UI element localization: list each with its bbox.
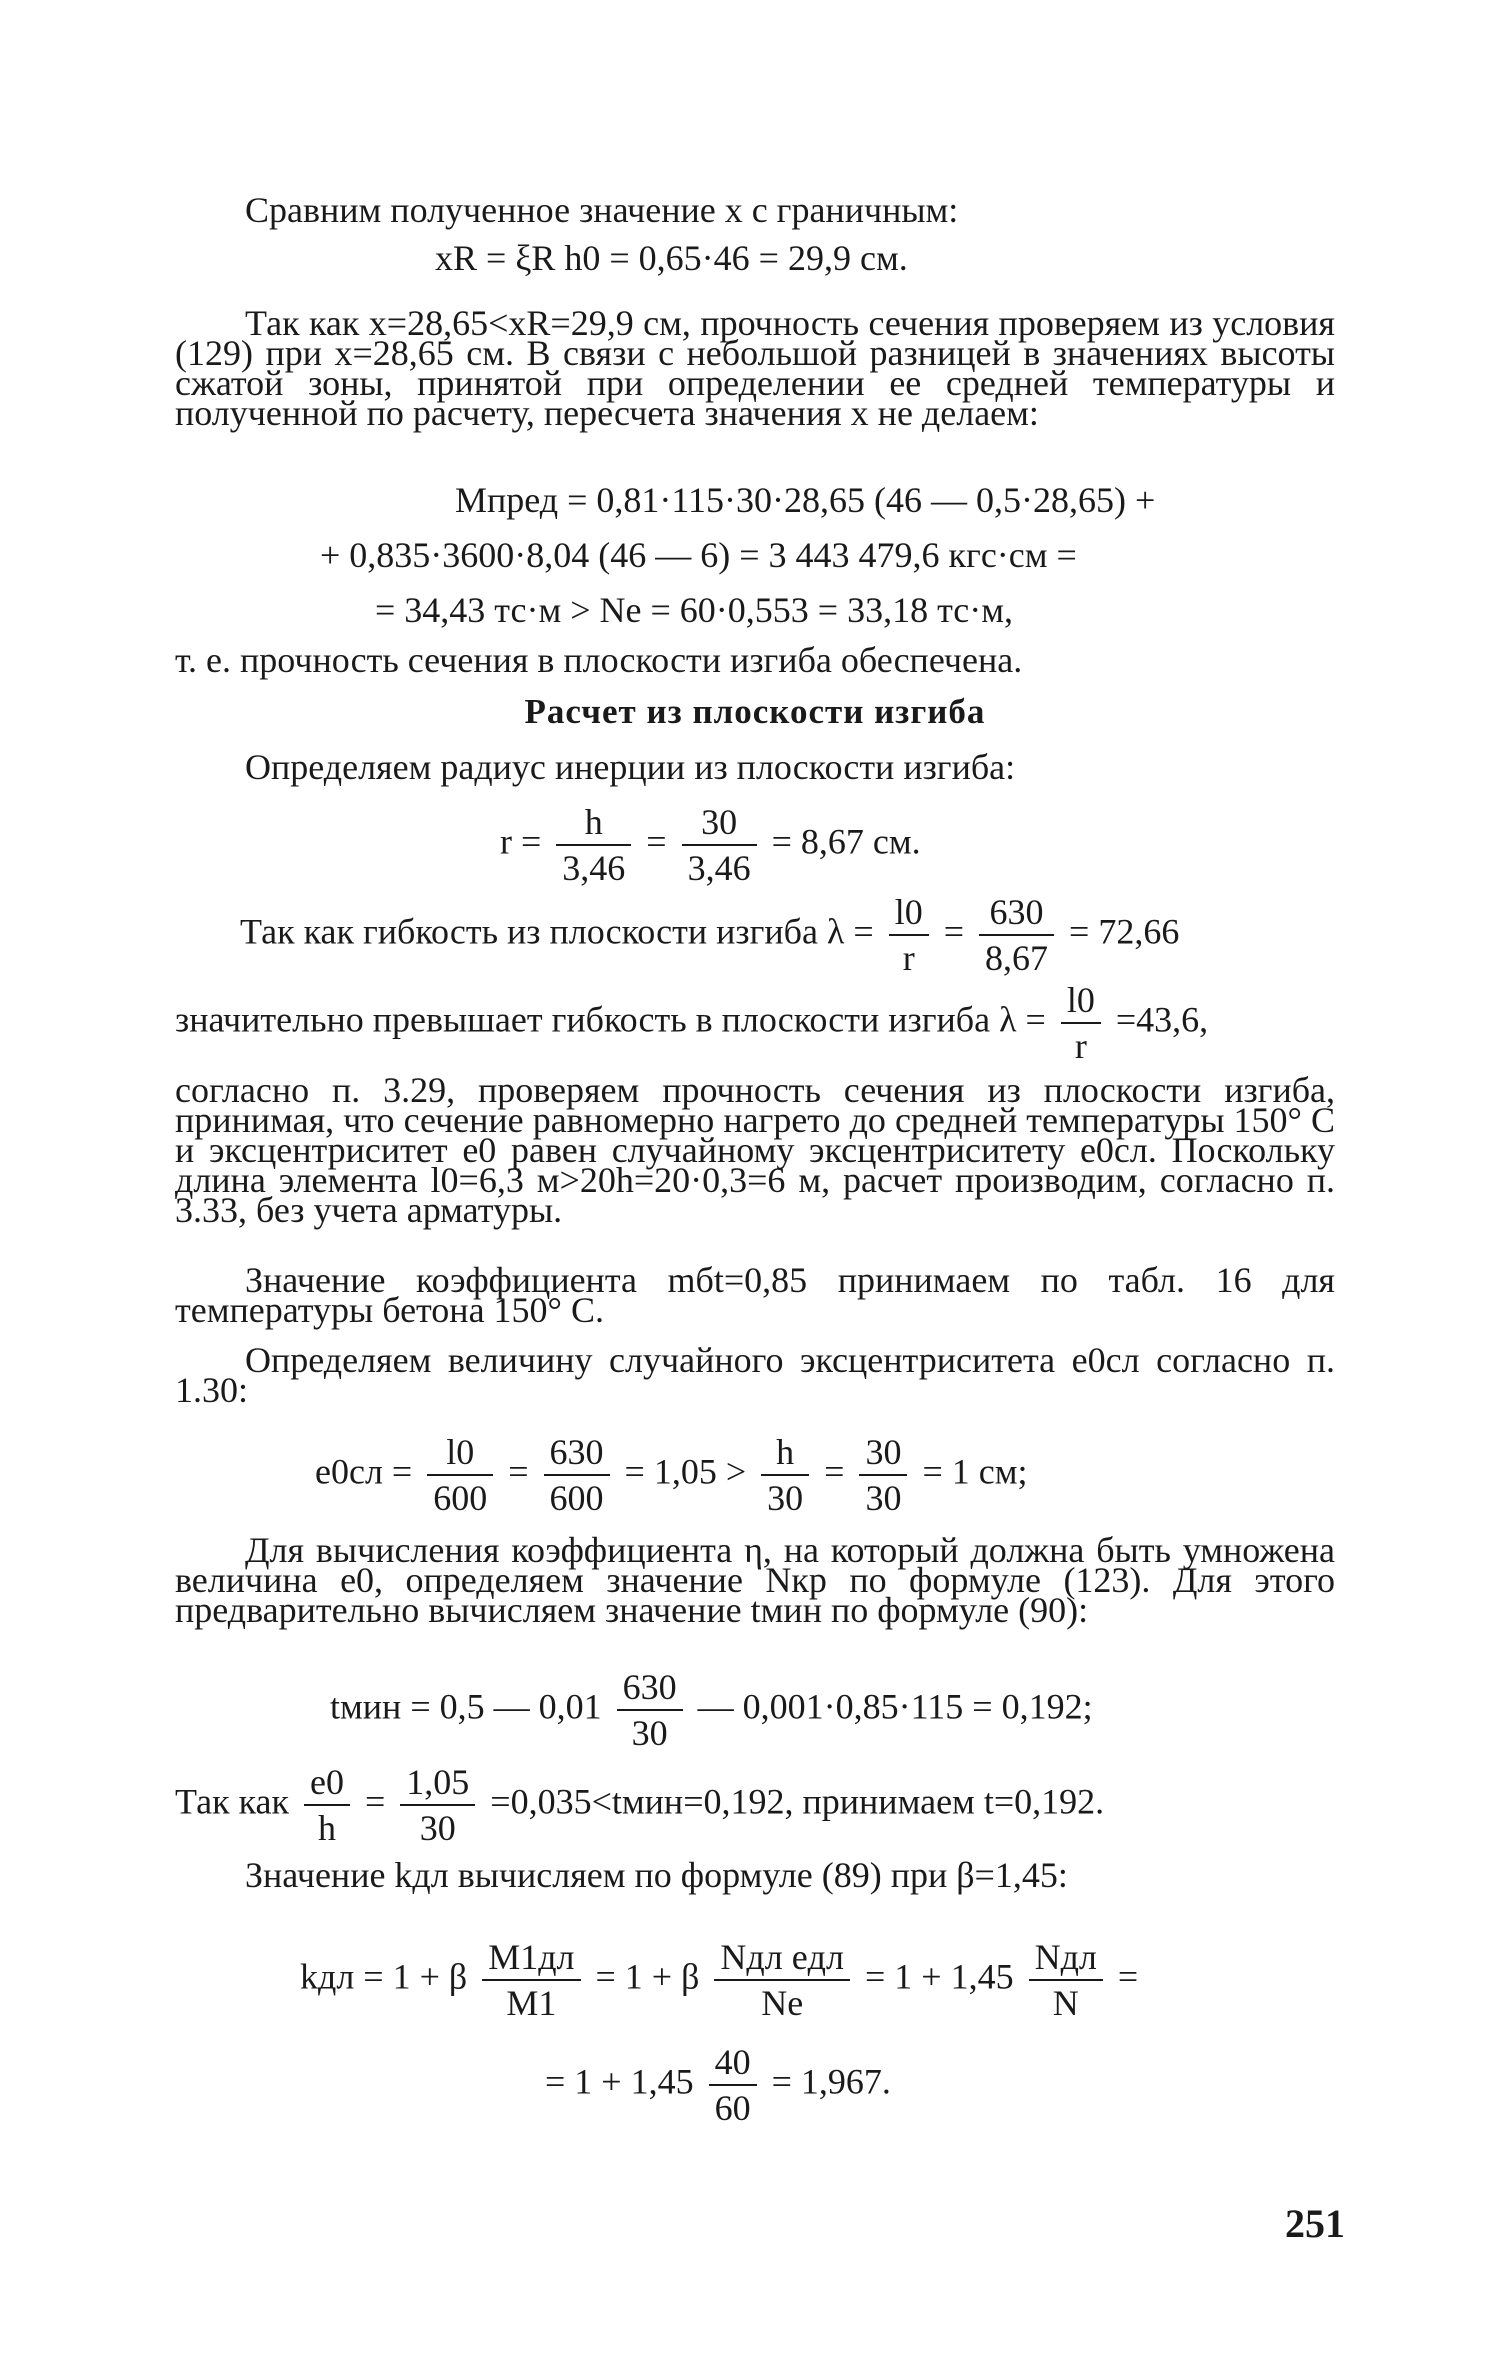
paragraph-kdl: Значение kдл вычисляем по формуле (89) при β=1,45: [245, 1855, 1068, 1895]
section-heading: Расчет из плоскости изгиба [524, 692, 986, 731]
fraction: $\frac{630}{30}$ [617, 1665, 683, 1755]
fraction: $\frac{\text{Nдл}}{N}$ [1029, 1935, 1103, 2025]
fraction: $\frac{l0}{600}$ [427, 1430, 493, 1520]
paragraph-check-out-of-plane: согласно п. 3.29, проверяем прочность сечения из плоскости изгиба, принимая, что сечение равномерно нагрето до средней температуры 150° С и эксцентриситет e0 равен случайному эксцентриситету e0сл. Поскольку длина элемента l0=6,3 м>20h=20·0,3=6 м, расчет производим, согласно п. 3.33, без учета арматуры. [175, 1070, 1335, 1230]
equation-radius: r = $\frac{h}{3,46}$ = $\frac{30}{3,46}$ = 8,67 см. [500, 802, 921, 888]
equation-xr: xR = ξR h0 = 0,65·46 = 29,9 см. [435, 238, 908, 278]
paragraph-eta: Для вычисления коэффициента η, на который должна быть умножена величина e0, определяем значение Nкр по формуле (123). Для этого предварительно вычисляем значение tмин по формуле (90): [175, 1530, 1335, 1630]
equation-kdl-2: = 1 + 1,45 $\frac{40}{60}$ = 1,967. [545, 2042, 891, 2128]
fraction: $\frac{30}{30}$ [859, 1430, 907, 1520]
equation-eccentricity: e0сл = $\frac{l0}{600}$ = $\frac{630}{600}$ = 1,05 > $\frac{h}{30}$ = $\frac{30}{30}$ = 1 см; [315, 1432, 1028, 1518]
paragraph-strength-ok: т. е. прочность сечения в плоскости изгиба обеспечена. [175, 640, 1023, 680]
fraction: $\frac{40}{60}$ [709, 2040, 757, 2130]
page-number: 251 [1285, 2201, 1345, 2246]
equation-e0-over-h: Так как $\frac{e0}{h}$ = $\frac{1,05}{30}$ =0,035<tмин=0,192, принимаем t=0,192. [175, 1762, 1105, 1848]
equation-slenderness-in: значительно превышает гибкость в плоскости изгиба λ = $\frac{l0}{r}$ =43,6, [175, 980, 1209, 1066]
fraction: $\frac{l0}{r}$ [1061, 978, 1101, 1068]
fraction: $\frac{\text{Nдл eдл}}{Ne}$ [714, 1935, 850, 2025]
fraction: $\frac{l0}{r}$ [889, 890, 929, 980]
equation-mpred-2: + 0,835·3600·8,04 (46 — 6) = 3 443 479,6 кгс·см = [320, 535, 1077, 575]
fraction: $\frac{1,05}{30}$ [400, 1760, 475, 1850]
equation-tmin: tмин = 0,5 — 0,01 $\frac{630}{30}$ — 0,001·0,85·115 = 0,192; [330, 1667, 1093, 1753]
fraction: $\frac{30}{3,46}$ [682, 800, 757, 890]
paragraph-compare: Сравним полученное значение x с граничным: [245, 190, 959, 230]
fraction: $\frac{630}{600}$ [544, 1430, 610, 1520]
fraction: $\frac{e0}{h}$ [304, 1760, 350, 1850]
paragraph-radius: Определяем радиус инерции из плоскости изгиба: [245, 747, 1016, 787]
paragraph-random-eccentricity: Определяем величину случайного эксцентриситета e0сл согласно п. 1.30: [175, 1340, 1335, 1410]
fraction: $\frac{h}{3,46}$ [556, 800, 631, 890]
fraction: $\frac{M1дл}{M1}$ [482, 1935, 580, 2025]
fraction: $\frac{630}{8,67}$ [979, 890, 1054, 980]
paragraph-check-strength: Так как x=28,65<xR=29,9 см, прочность сечения проверяем из условия (129) при x=28,65 см. В связи с небольшой разницей в значениях высоты сжатой зоны, принятой при определении ее средней температуры и полученной по расчету, пересчета значения x не делаем: [175, 303, 1335, 433]
equation-mpred-1: Mпред = 0,81·115·30·28,65 (46 — 0,5·28,65) + [455, 480, 1156, 520]
eq-radius-lhs: r = [500, 821, 542, 862]
equation-slenderness-out: Так как гибкость из плоскости изгиба λ = $\frac{l0}{r}$ = $\frac{630}{8,67}$ = 72,66 [240, 892, 1180, 978]
fraction: $\frac{h}{30}$ [761, 1430, 809, 1520]
equation-mpred-3: = 34,43 тс·м > Ne = 60·0,553 = 33,18 тс·м, [375, 590, 1014, 630]
paragraph-coefficient-m: Значение коэффициента mбt=0,85 принимаем по табл. 16 для температуры бетона 150° С. [175, 1260, 1335, 1330]
equation-kdl-1: kдл = 1 + β $\frac{M1дл}{M1}$ = 1 + β $\frac{\text{Nдл eдл}}{Ne}$ = 1 + 1,45 $\frac{\text{Nдл}}{N}$ = [300, 1937, 1139, 2023]
